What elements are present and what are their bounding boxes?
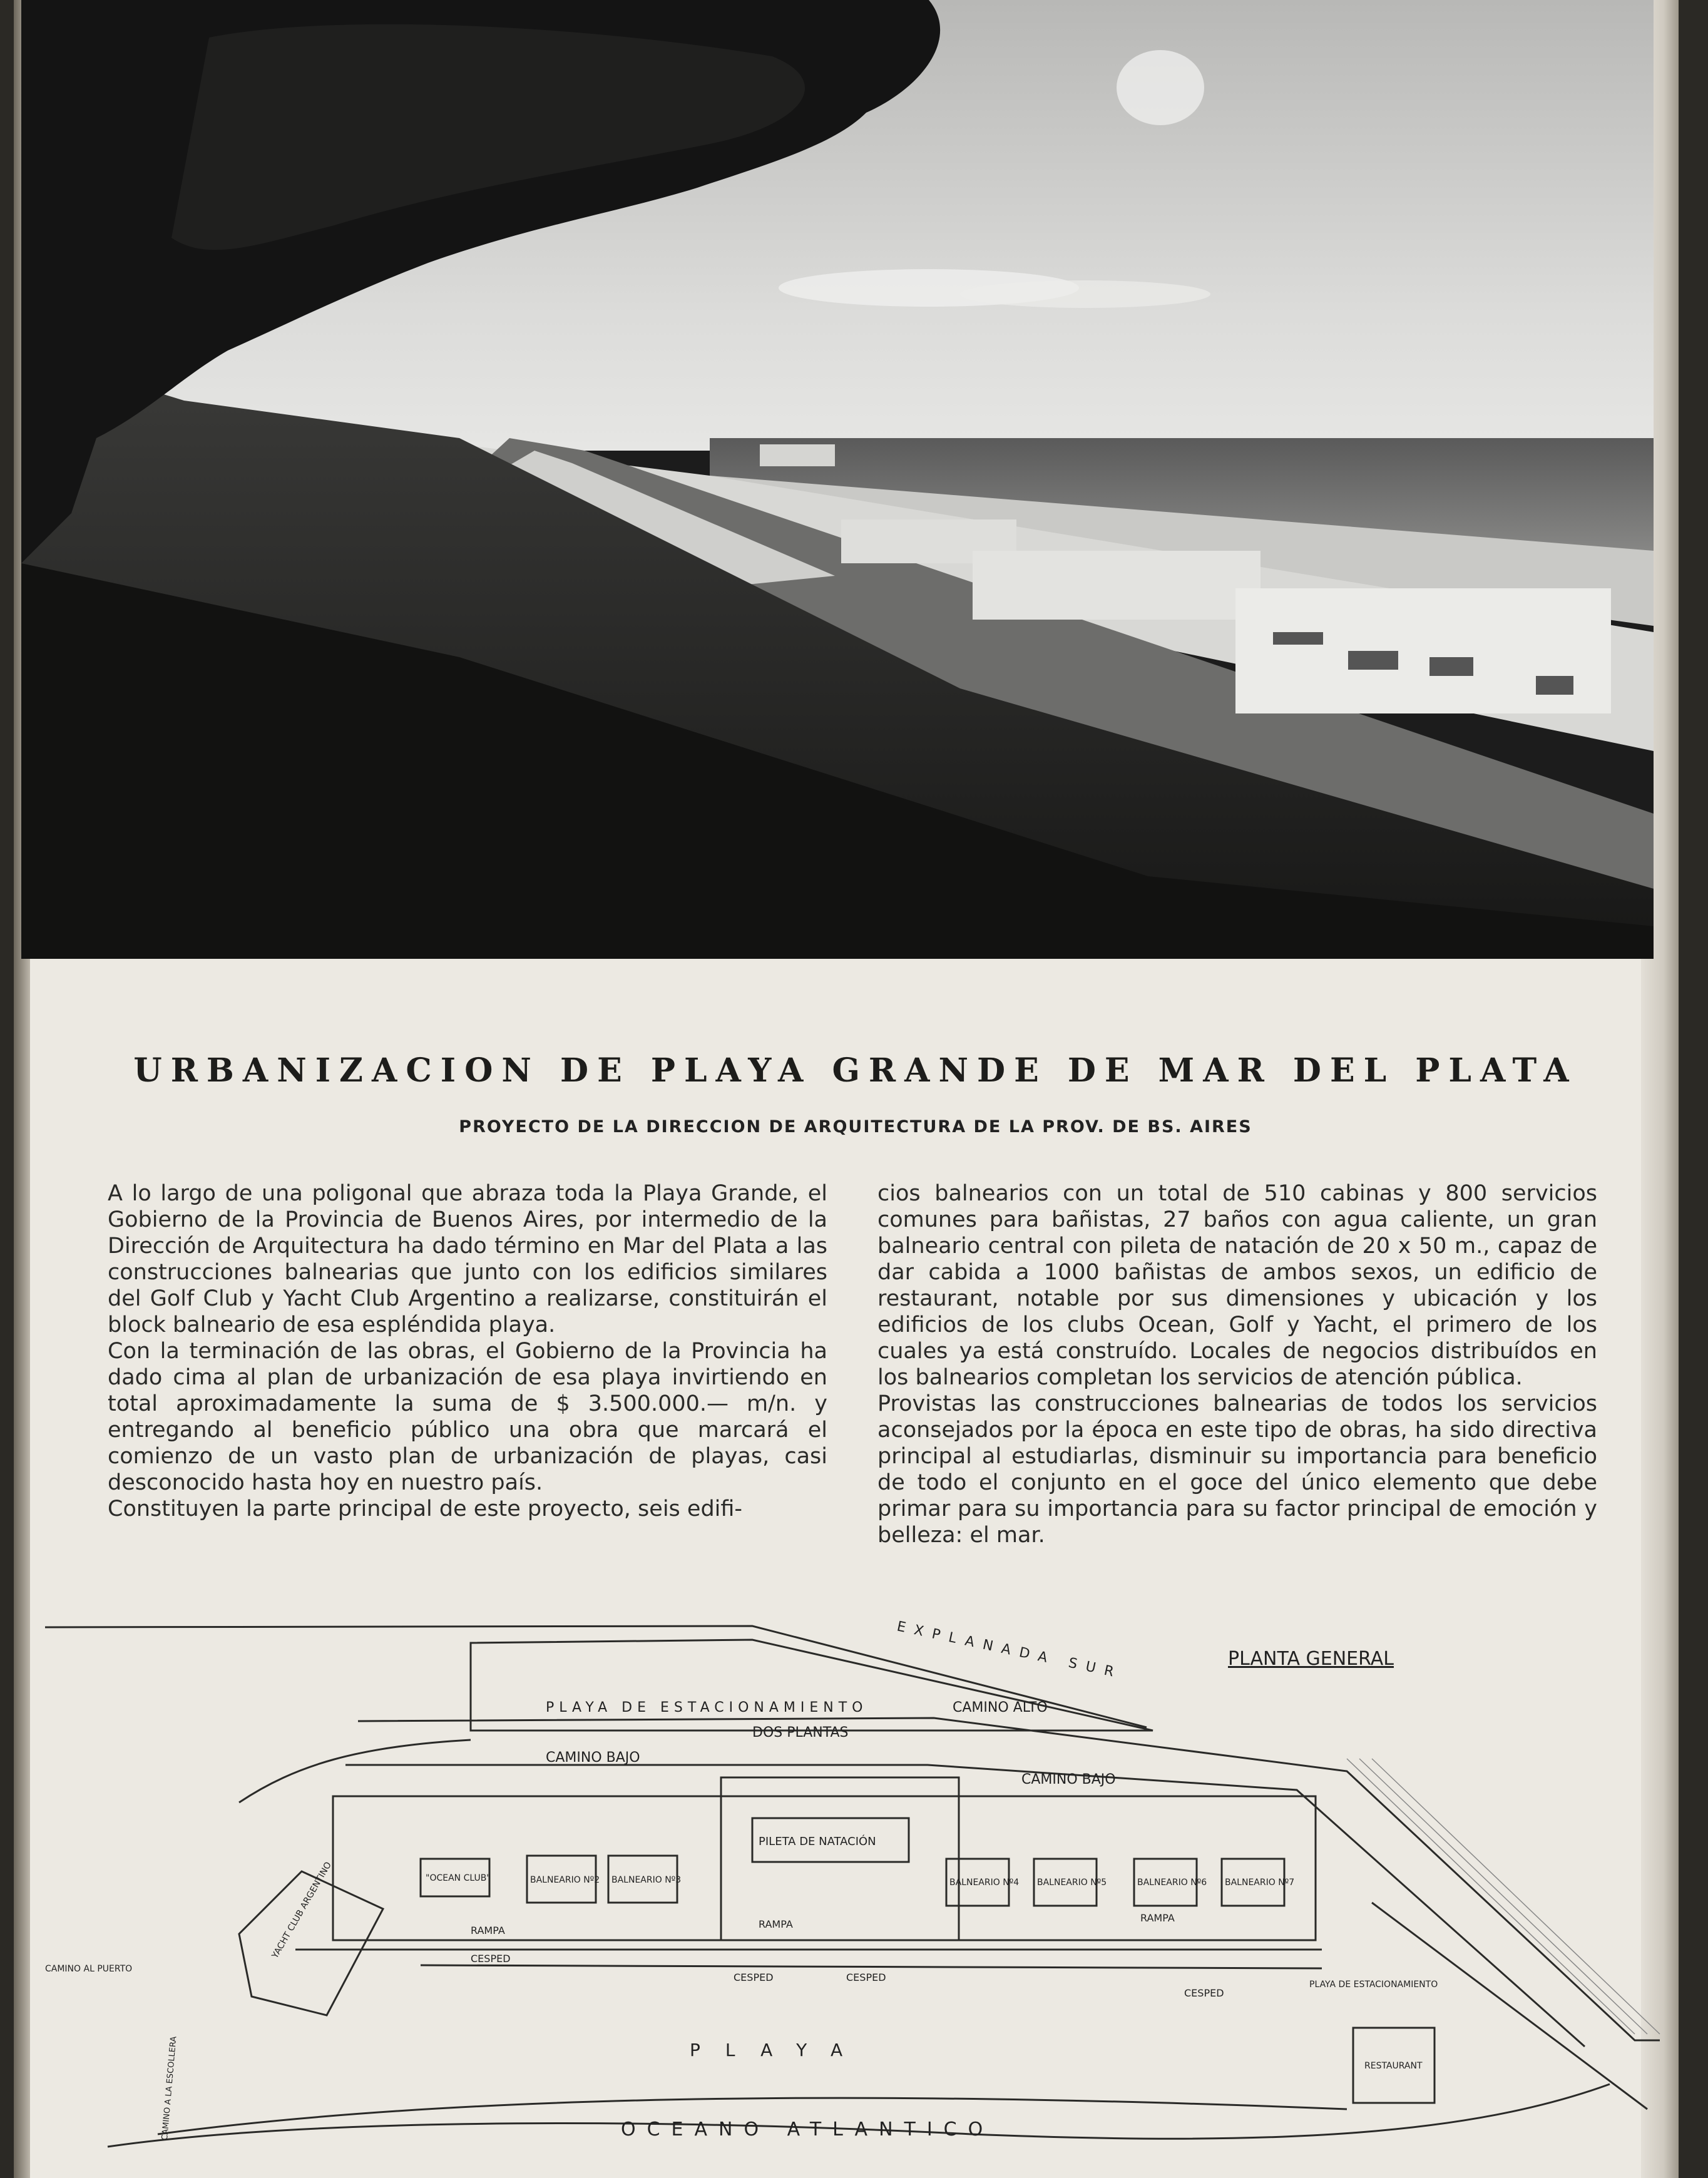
label-escollera: CAMINO A LA ESCOLLERA: [160, 2036, 179, 2141]
text-column-right: [877, 1180, 1597, 1548]
building-windows: [1273, 632, 1323, 645]
label-restaurant: RESTAURANT: [1364, 2061, 1423, 2071]
label-estacionamiento-2: PLAYA DE ESTACIONAMIENTO: [1309, 1980, 1438, 1990]
article-body: [108, 1180, 1597, 1548]
paragraph: A lo largo de una poligonal que abraza toda la Playa Grande, el Gobierno de la Provincia de Buenos Aires, por intermedio de la Dirección de Arquitectura ha dado término en Mar del Plata a las construcciones balnearias que junto con los edificios similares del Golf Club y Yacht Club Argentino a realizarse, constituirán el block balneario de esa espléndida playa.: [108, 1181, 827, 1337]
hatching: [1347, 1759, 1660, 2034]
sun-glow: [1117, 50, 1204, 125]
paragraph: Constituyen la parte principal de este proyecto, seis edifi-: [108, 1496, 743, 1521]
label-yacht-club: YACHT CLUB ARGENTINO: [270, 1860, 334, 1960]
paragraph: cios balnearios con un total de 510 cabinas y 800 servicios comunes para bañistas, 27 baños con agua caliente, un gran balneario central con pileta de natación de 20 x 50 m., capaz de dar cabida a 1000 bañistas de ambos sexos, un edificio de restaurant, notable por sus dimensiones y ubicación y los edificios de los clubs Ocean, Golf y Yacht, el primero de los cuales ya está construído. Locales de negocios distribuídos en los balnearios completan los servicios de atención pública.: [877, 1181, 1597, 1390]
label-balneario-3: BALNEARIO Nº3: [611, 1875, 682, 1885]
label-cesped-2: CESPED: [734, 1971, 774, 1983]
label-rampa-1: RAMPA: [471, 1925, 505, 1936]
label-pileta: PILETA DE NATACIÓN: [759, 1835, 876, 1848]
plan-heading: PLANTA GENERAL: [1228, 1648, 1394, 1670]
label-dos-plantas: DOS PLANTAS: [752, 1725, 849, 1741]
label-rampa-3: RAMPA: [1140, 1912, 1175, 1924]
label-camino-alto: CAMINO ALTO: [953, 1700, 1048, 1715]
text-column-left: [108, 1180, 827, 1548]
label-playa: PLAYA: [690, 2040, 868, 2060]
label-camino-puerto: CAMINO AL PUERTO: [45, 1964, 133, 1974]
building-windows: [1536, 676, 1573, 695]
site-plan-drawing: [33, 1608, 1679, 2159]
magazine-page: [14, 0, 1679, 2178]
paragraph: Provistas las construcciones balnearias de todos los servicios aconsejados por la época en este tipo de obras, ha sido directiva principal al estudiarlas, disminuir su importancia para beneficio de todo el conjunto en el goce del único elemento que debe primar para su importancia para su factor principal de emoción y belleza: el mar.: [877, 1391, 1597, 1548]
article-title: URBANIZACION DE PLAYA GRANDE DE MAR DEL PLATA: [133, 1051, 1578, 1090]
label-cesped-4: CESPED: [1184, 1987, 1224, 1999]
label-balneario-7: BALNEARIO Nº7: [1225, 1878, 1295, 1888]
beach-building-2: [973, 551, 1261, 620]
label-explanada: EXPLANADA SUR: [895, 1618, 1124, 1682]
label-estacionamiento: PLAYA DE ESTACIONAMIENTO: [546, 1700, 868, 1715]
label-cesped-3: CESPED: [846, 1971, 886, 1983]
label-oceano: OCEANO ATLANTICO: [621, 2119, 995, 2140]
building-windows: [1429, 657, 1473, 676]
cloud: [960, 280, 1210, 308]
label-balneario-4: BALNEARIO Nº4: [949, 1878, 1020, 1888]
label-balneario-6: BALNEARIO Nº6: [1137, 1878, 1207, 1888]
label-camino-bajo-2: CAMINO BAJO: [1021, 1772, 1116, 1787]
photo-illustration: [21, 0, 1654, 959]
terrace-curve: [239, 1740, 471, 1802]
label-balneario-2: BALNEARIO Nº2: [530, 1875, 600, 1885]
building-windows: [1348, 651, 1398, 670]
central-pool-building: [721, 1777, 959, 1940]
label-camino-bajo-1: CAMINO BAJO: [546, 1750, 640, 1766]
article-header: [89, 1051, 1622, 1137]
label-rampa-2: RAMPA: [759, 1918, 793, 1930]
label-balneario-5: BALNEARIO Nº5: [1037, 1878, 1107, 1888]
label-ocean-club: "OCEAN CLUB": [426, 1873, 491, 1883]
beach-photograph: [21, 0, 1654, 959]
cesped-strip: [421, 1965, 1322, 1968]
distant-building: [760, 444, 835, 466]
paragraph: Con la terminación de las obras, el Gobierno de la Provincia ha dado cima al plan de urbanización de esa playa invirtiendo en total aproximadamente la suma de $ 3.500.000.— m/n. y entregando al beneficio público una obra que marcará el comienzo de un vasto plan de urbanización de playas, casi desconocido hasta hoy en nuestro país.: [108, 1339, 827, 1495]
label-cesped-1: CESPED: [471, 1953, 511, 1965]
article-subtitle: PROYECTO DE LA DIRECCION DE ARQUITECTURA DE LA PROV. DE BS. AIRES: [459, 1117, 1252, 1137]
